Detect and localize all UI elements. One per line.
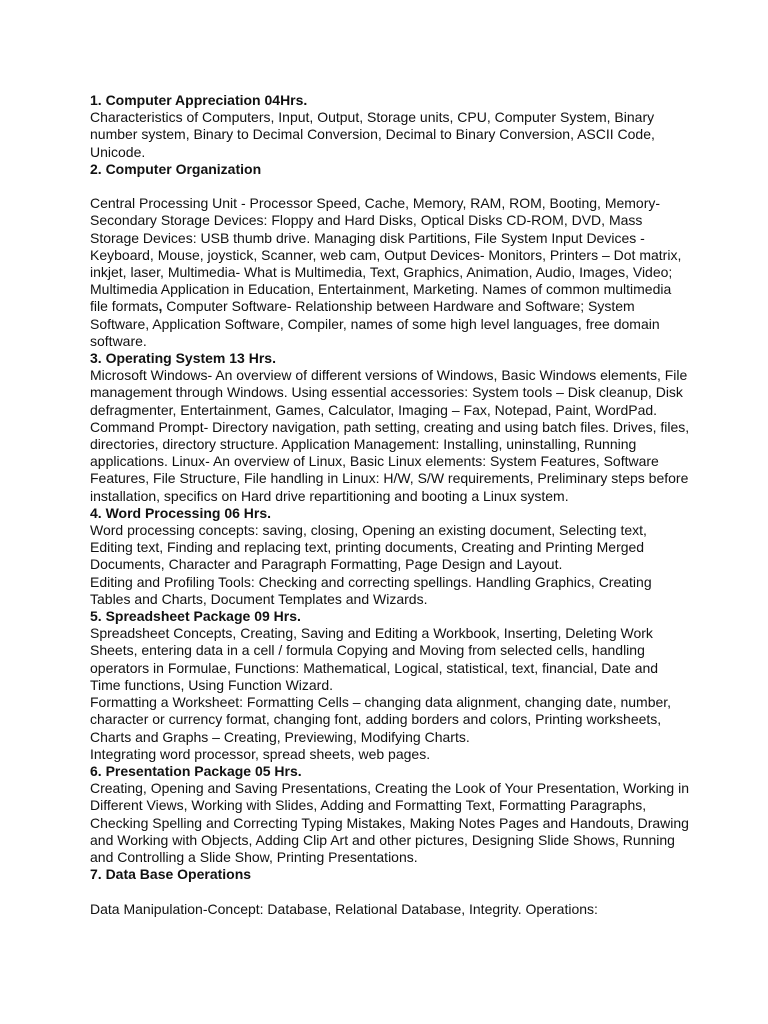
section-body-computer-appreciation: Characteristics of Computers, Input, Output, Storage units, CPU, Computer System, Binary number system, Binary to Decimal Conversion, Decimal to Binary Conversion, ASCII Code, Unicode.: [90, 109, 655, 160]
section-heading-data-base-operations: 7. Data Base Operations: [90, 866, 252, 883]
document-page: [90, 92, 690, 918]
section-body-computer-organization: [90, 195, 690, 350]
section-body-word-processing: Word processing concepts: saving, closing, Opening an existing document, Selecting text, Editing text, Finding and replacing text, printing documents, Creating and Printing Merged Documents, Character and Paragraph Formatting, Page Design and Layout.: [90, 522, 647, 573]
section-heading-word-processing: 4. Word Processing 06 Hrs.: [90, 504, 272, 521]
section-body-word-processing-tools: Editing and Profiling Tools: Checking and correcting spellings. Handling Graphics, Creating Tables and Charts, Document Templates and Wizards.: [90, 573, 652, 607]
section-body-data-base-operations: Data Manipulation-Concept: Database, Relational Database, Integrity. Operations:: [90, 900, 598, 917]
section-heading-computer-appreciation: 1. Computer Appreciation 04Hrs.: [90, 92, 308, 108]
section-body-spreadsheet-integrating: Integrating word processor, spread sheets, web pages.: [90, 745, 431, 762]
section-heading-presentation-package: 6. Presentation Package 05 Hrs.: [90, 762, 302, 779]
section-heading-operating-system: 3. Operating System 13 Hrs.: [90, 350, 276, 367]
body-text: Central Processing Unit - Processor Speed, Cache, Memory, RAM, ROM, Booting, Memory- Secondary Storage Devices: Floppy and Hard Disks, Optical Disks CD-ROM, DVD, Mass Storage Devices: USB thumb drive. Managing disk Partitions, File System Input Devices - Keyboard, Mouse, joystick, Scanner, web cam, Output Devices- Monitors, Printers – Dot matrix, inkjet, laser, Multimedia- What is Multimedia, Text, Graphics, Animation, Audio, Images, Video; Multimedia Application in Education, Entertainment, Marketing. Names of common multimedia file formats: [90, 195, 682, 315]
section-body-spreadsheet-formatting: Formatting a Worksheet: Formatting Cells – changing data alignment, changing date, number, character or currency format, changing font, adding borders and colors, Printing worksheets, Charts and Graphs – Creating, Previewing, Modifying Charts.: [90, 694, 672, 745]
section-body-operating-system: Microsoft Windows- An overview of different versions of Windows, Basic Windows elements, File management through Windows. Using essential accessories: System tools – Disk cleanup, Disk defragmenter, Entertainment, Games, Calculator, Imaging – Fax, Notepad, Paint, WordPad. Command Prompt- Directory navigation, path setting, creating and using batch files. Drives, files, directories, directory structure. Application Management: Installing, uninstalling, Running applications. Linux- An overview of Linux, Basic Linux elements: System Features, Software Features, File Structure, File handling in Linux: H/W, S/W requirements, Preliminary steps before installation, specifics on Hard drive repartitioning and booting a Linux system.: [90, 367, 690, 504]
section-heading-spreadsheet-package: 5. Spreadsheet Package 09 Hrs.: [90, 608, 301, 625]
section-heading-computer-organization: 2. Computer Organization: [90, 160, 262, 177]
bold-comma: ,: [158, 298, 163, 315]
section-body-presentation-package: Creating, Opening and Saving Presentations, Creating the Look of Your Presentation, Working in Different Views, Working with Slides, Adding and Formatting Text, Formatting Paragraphs, Checking Spelling and Correcting Typing Mistakes, Making Notes Pages and Handouts, Drawing and Working with Objects, Adding Clip Art and other pictures, Designing Slide Shows, Running and Controlling a Slide Show, Printing Presentations.: [90, 780, 690, 865]
section-body-spreadsheet-concepts: Spreadsheet Concepts, Creating, Saving and Editing a Workbook, Inserting, Deleting Work Sheets, entering data in a cell / formula Copying and Moving from selected cells, handling operators in Formulae, Functions: Mathematical, Logical, statistical, text, financial, Date and Time functions, Using Function Wizard.: [90, 625, 659, 693]
body-text: Computer Software- Relationship between Hardware and Software; System Software, Application Software, Compiler, names of some high level languages, free domain software.: [90, 298, 660, 349]
